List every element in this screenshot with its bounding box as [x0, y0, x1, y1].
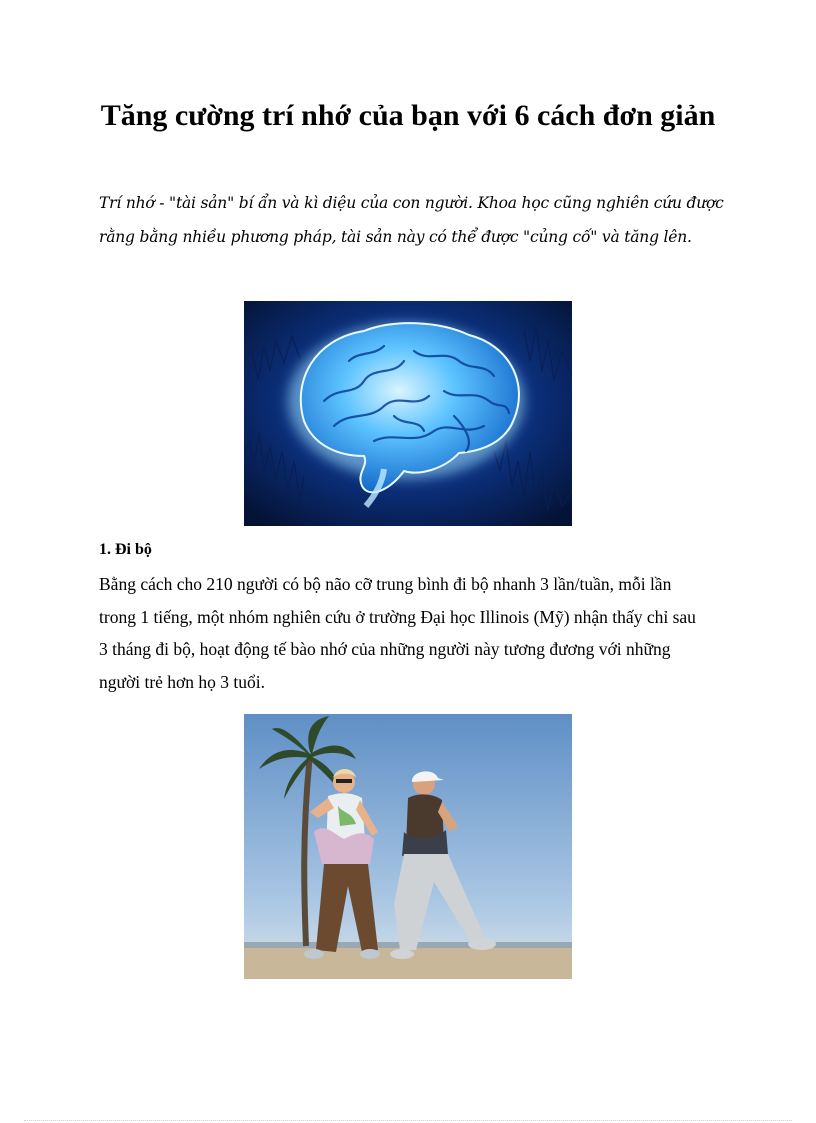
section-body-walking: Bằng cách cho 210 người có bộ não cỡ trung bình đi bộ nhanh 3 lần/tuần, mỗi lần trong 1 tiếng, một nhóm nghiên cứu ở trường Đại học Illinois (Mỹ) nhận thấy chỉ sau 3 tháng đi bộ, hoạt động tế bào nhớ của những người này tương đương với những người trẻ hơn họ 3 tuổi. — [99, 574, 696, 692]
page-title: Tăng cường trí nhớ của bạn với 6 cách đơn giản — [100, 99, 716, 132]
intro-paragraph: Trí nhớ - "tài sản" bí ẩn và kì diệu của con người. Khoa học cũng nghiên cứu được rằng bằng nhiều phương pháp, tài sản này có thể được "củng cố" và tăng lên. — [99, 194, 724, 246]
brain-image — [244, 301, 572, 526]
walkers-image — [244, 714, 572, 979]
section-heading-walking: 1. Đi bộ — [99, 541, 152, 558]
page-bottom-edge — [24, 1120, 792, 1121]
